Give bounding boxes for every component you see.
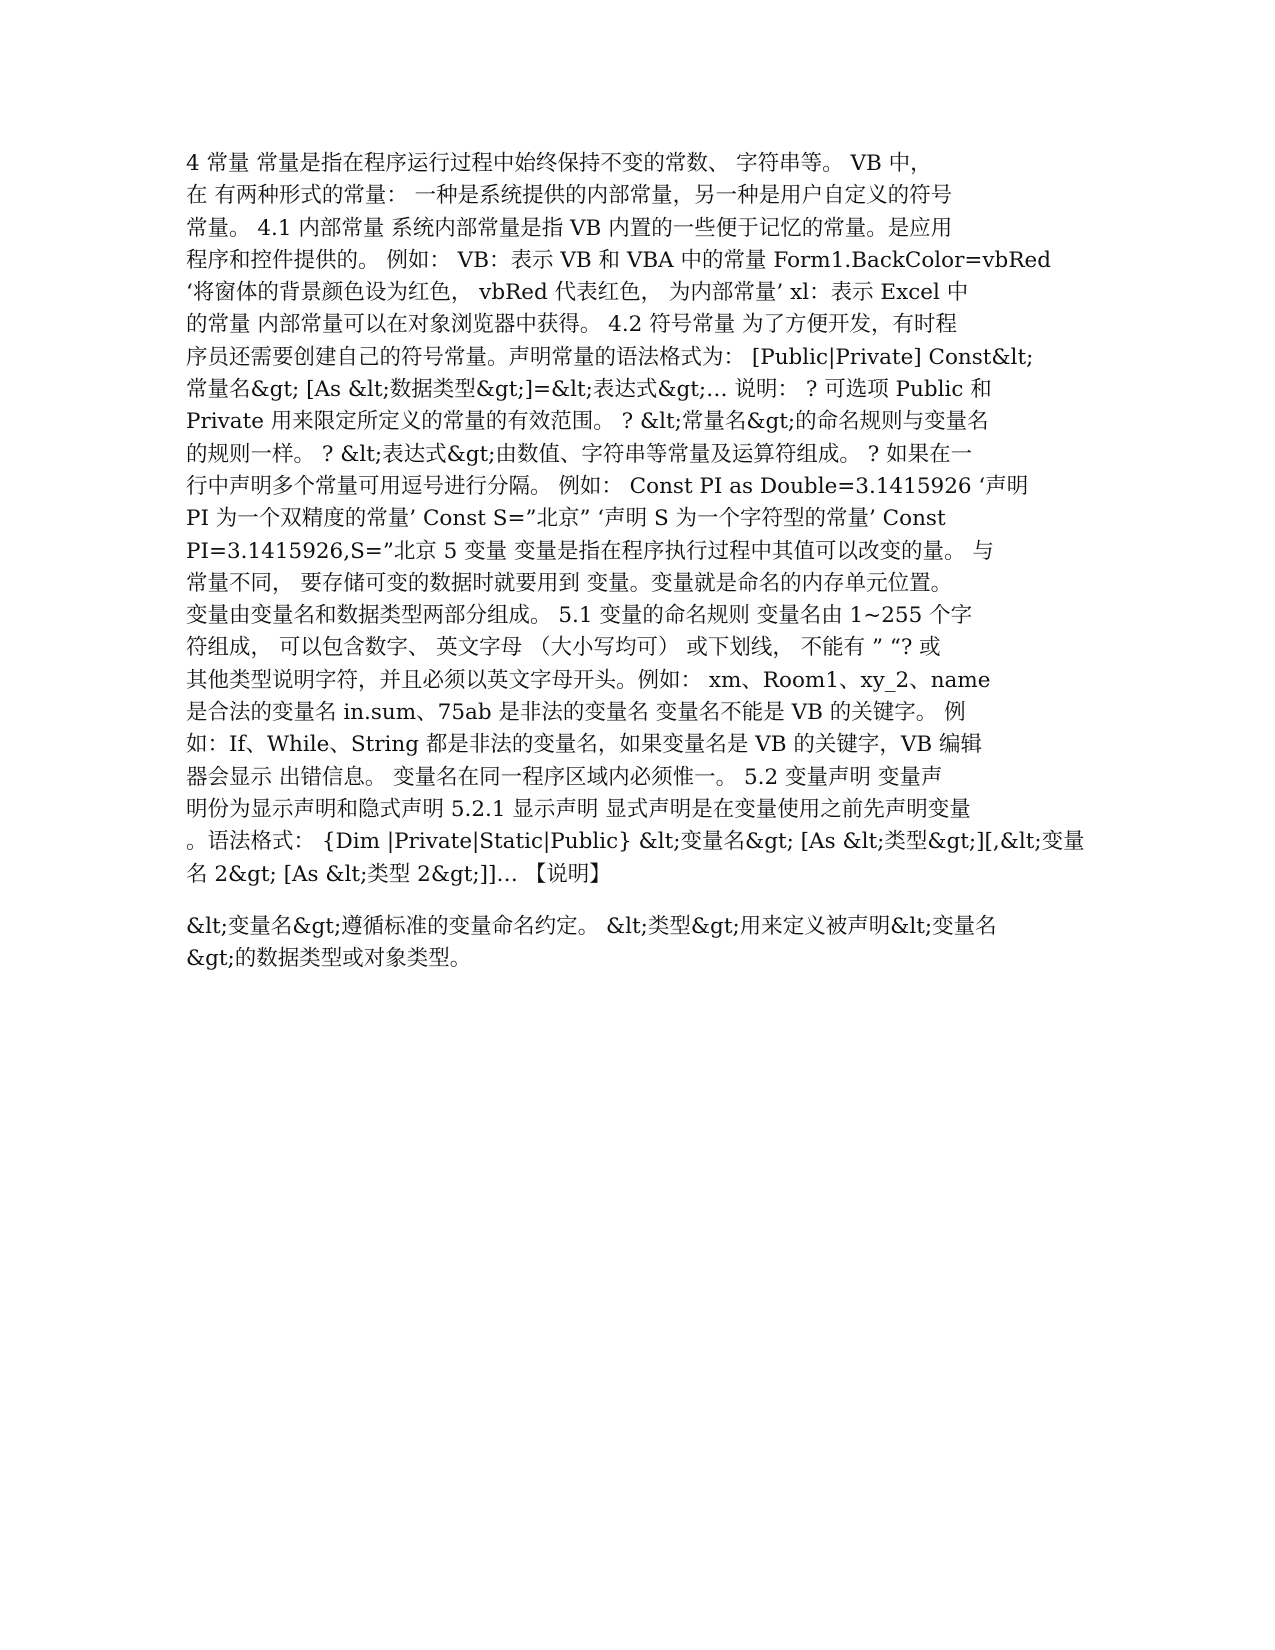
text-line: 的常量 内部常量可以在对象浏览器中获得。 4.2 符号常量 为了方便开发，有时程: [186, 312, 958, 338]
text-line: 器会显示 出错信息。 变量名在同一程序区域内必须惟一。 5.2 变量声明 变量声: [186, 764, 943, 790]
text-line: 其他类型说明字符，并且必须以英文字母开头。例如： xm、Room1、xy_2、name: [186, 667, 991, 693]
text-line: 4 常量 常量是指在程序运行过程中始终保持不变的常数、 字符串等。 VB 中，: [186, 151, 932, 176]
text-line: 变量由变量名和数据类型两部分组成。 5.1 变量的命名规则 变量名由 1~255 个字: [186, 603, 973, 629]
text-line: 的规则一样。 ? &lt;表达式&gt;由数值、字符串等常量及运算符组成。 ? 如果在一: [186, 441, 973, 467]
text-line: 名 2&gt; [As &lt;类型 2&gt;]]… 【说明】: [186, 861, 611, 887]
text-line: 是合法的变量名 in.sum、75ab 是非法的变量名 变量名不能是 VB 的关键字。 例: [186, 700, 966, 726]
text-line: 常量不同， 要存储可变的数据时就要用到 变量。变量就是命名的内存单元位置。: [186, 570, 953, 596]
text-line: 常量名&gt; [As &lt;数据类型&gt;]=&lt;表达式&gt;… 说明： ? 可选项 Public 和: [186, 377, 992, 403]
text-line: 。语法格式： {Dim |Private|Static|Public} &lt;变量名&gt; [As &lt;类型&gt;][,&lt;变量: [186, 829, 1085, 855]
text-line: &gt;的数据类型或对象类型。: [186, 946, 472, 972]
paragraph-constants-variables: [186, 148, 1086, 891]
text-line: ‘将窗体的背景颜色设为红色， vbRed 代表红色， 为内部常量’ xl：表示 Excel 中: [186, 280, 969, 306]
paragraph-type-notes: [186, 911, 1086, 976]
text-line: 序员还需要创建自己的符号常量。声明常量的语法格式为： [Public|Private] Const&lt;: [186, 344, 1034, 370]
text-line: 行中声明多个常量可用逗号进行分隔。 例如： Const PI as Double=3.1415926 ‘声明: [186, 473, 1029, 499]
text-line: 明份为显示声明和隐式声明 5.2.1 显示声明 显式声明是在变量使用之前先声明变量: [186, 796, 971, 822]
text-line: 符组成， 可以包含数字、 英文字母 （大小写均可） 或下划线， 不能有 ” “? 或: [186, 635, 941, 661]
text-line: 程序和控件提供的。 例如： VB：表示 VB 和 VBA 中的常量 Form1.BackColor=vbRed: [186, 247, 1051, 273]
text-line: PI 为一个双精度的常量’ Const S=”北京” ‘声明 S 为一个字符型的常量’ Const: [186, 506, 946, 532]
text-line: 常量。 4.1 内部常量 系统内部常量是指 VB 内置的一些便于记忆的常量。是应用: [186, 215, 953, 241]
text-line: 在 有两种形式的常量： 一种是系统提供的内部常量，另一种是用户自定义的符号: [186, 183, 953, 209]
text-line: Private 用来限定所定义的常量的有效范围。 ? &lt;常量名&gt;的命名规则与变量名: [186, 409, 989, 435]
text-line: PI=3.1415926,S=”北京 5 变量 变量是指在程序执行过程中其值可以改变的量。 与: [186, 538, 994, 564]
text-line: &lt;变量名&gt;遵循标准的变量命名约定。 &lt;类型&gt;用来定义被声明&lt;变量名: [186, 914, 997, 939]
text-line: 如：If、While、String 都是非法的变量名，如果变量名是 VB 的关键字，VB 编辑: [186, 732, 982, 758]
